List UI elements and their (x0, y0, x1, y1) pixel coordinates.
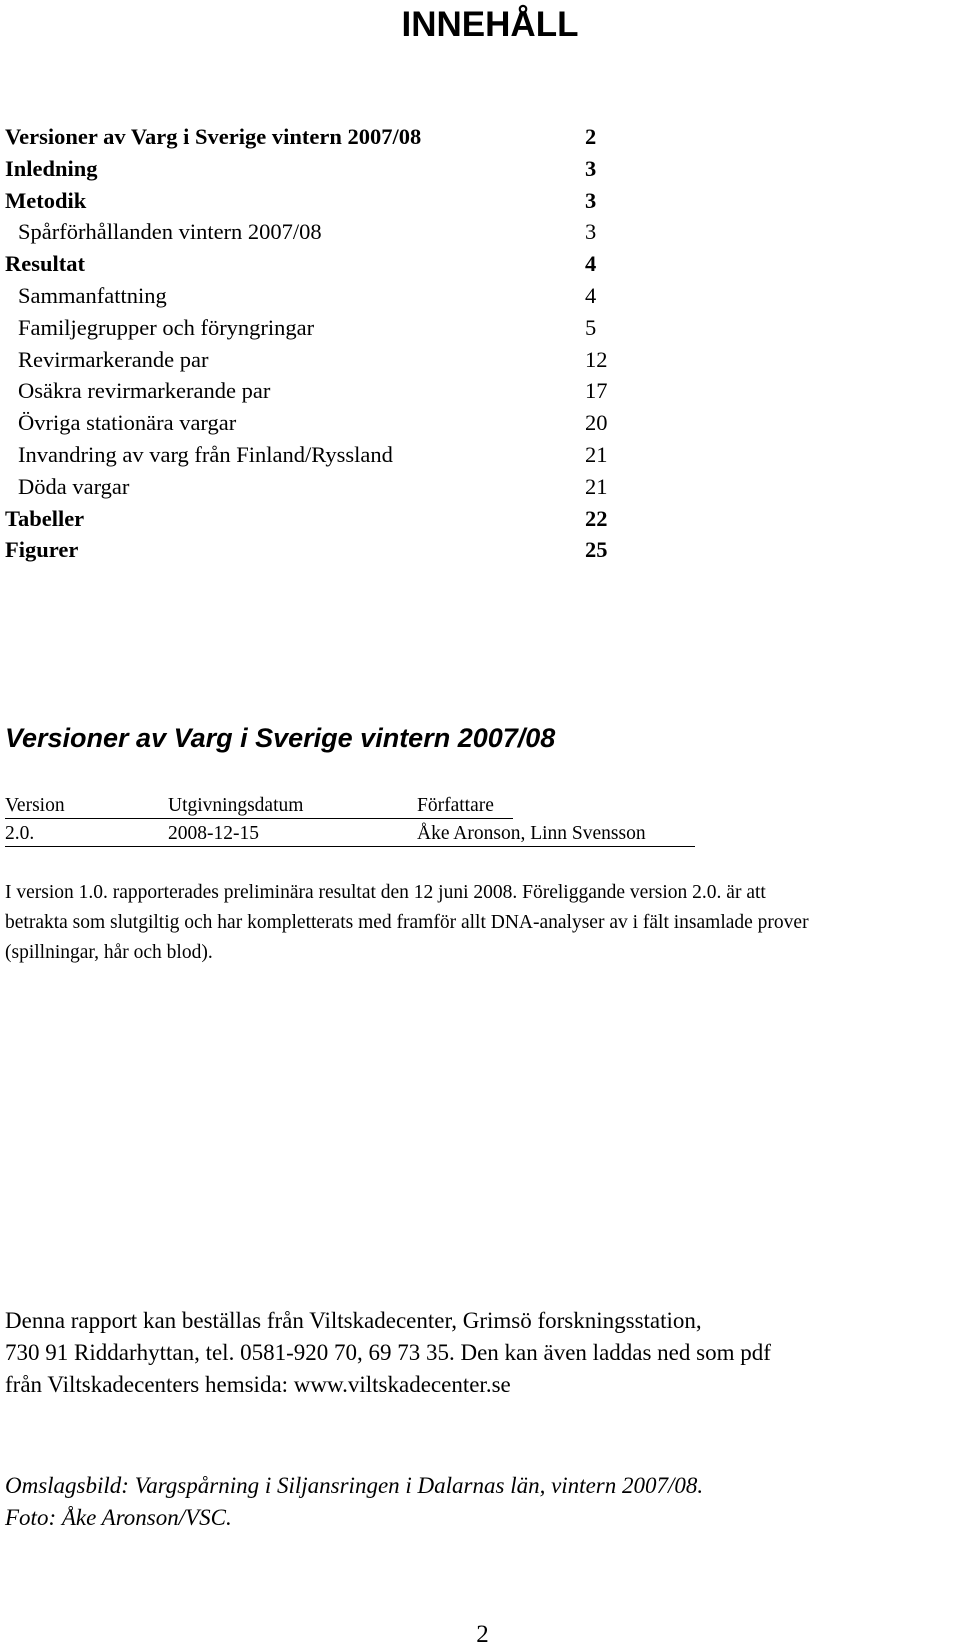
toc-entry-page: 12 (585, 346, 608, 372)
table-of-contents (5, 121, 625, 566)
toc-entry-label: Revirmarkerande par (18, 346, 209, 372)
toc-entry-label: Resultat (5, 251, 85, 277)
toc-entry-page: 3 (585, 187, 597, 213)
toc-subentry (5, 471, 625, 503)
version-table-header (5, 793, 695, 821)
table-row (5, 821, 695, 849)
toc-entry-label: Osäkra revirmarkerande par (18, 378, 271, 404)
toc-entry-page: 3 (585, 219, 597, 245)
version-note-line: I version 1.0. rapporterades preliminära resultat den 12 juni 2008. Föreliggande version 2.0. är att (5, 882, 766, 903)
toc-entry (5, 534, 625, 566)
header-version: Version (5, 795, 65, 816)
toc-entry-label: Familjegrupper och föryngringar (18, 314, 315, 340)
header-date: Utgivningsdatum (168, 795, 304, 816)
cover-caption (5, 1470, 955, 1534)
cell-date: 2008-12-15 (168, 823, 259, 844)
toc-subentry (5, 216, 625, 248)
order-info-line: från Viltskadecenters hemsida: www.viltskadecenter.se (5, 1372, 511, 1397)
toc-subentry (5, 375, 625, 407)
version-note (5, 878, 955, 968)
toc-entry-label: Sammanfattning (18, 282, 167, 308)
order-info-line: Denna rapport kan beställas från Viltskadecenter, Grimsö forskningsstation, (5, 1308, 702, 1333)
toc-subentry (5, 312, 625, 344)
toc-entry-page: 4 (585, 282, 597, 308)
toc-entry-label: Metodik (5, 187, 87, 213)
toc-entry-label: Övriga stationära vargar (18, 410, 237, 436)
version-note-line: betrakta som slutgiltig och har kompletterats med framför allt DNA-analyser av i fält insamlade prover (5, 912, 809, 933)
toc-subentry (5, 344, 625, 376)
toc-entry-page: 20 (585, 410, 608, 436)
page-title: INNEHÅLL (401, 5, 579, 44)
toc-entry-label: Invandring av varg från Finland/Ryssland (18, 441, 393, 467)
toc-entry-label: Versioner av Varg i Sverige vintern 2007/08 (5, 124, 422, 149)
header-author: Författare (417, 795, 494, 816)
toc-subentry (5, 407, 625, 439)
toc-entry (5, 185, 625, 217)
toc-entry-page: 17 (585, 378, 608, 404)
toc-entry (5, 503, 625, 535)
version-table (5, 793, 695, 849)
toc-entry-label: Inledning (5, 155, 98, 181)
order-info-line: 730 91 Riddarhyttan, tel. 0581-920 70, 69 73 35. Den kan även laddas ned som pdf (5, 1340, 771, 1365)
toc-entry (5, 121, 625, 153)
toc-subentry (5, 280, 625, 312)
page-number: 2 (476, 1621, 489, 1648)
toc-entry-page: 5 (585, 314, 597, 340)
toc-subentry (5, 439, 625, 471)
version-note-line: (spillningar, hår och blod). (5, 942, 213, 963)
cell-author: Åke Aronson, Linn Svensson (417, 823, 646, 844)
toc-entry-page: 4 (585, 251, 597, 277)
toc-entry-label: Spårförhållanden vintern 2007/08 (18, 219, 322, 245)
cell-version: 2.0. (5, 823, 35, 844)
toc-entry-label: Figurer (5, 537, 79, 563)
toc-entry-page: 2 (585, 124, 597, 149)
toc-entry-label: Tabeller (5, 505, 85, 531)
toc-entry-page: 22 (585, 505, 608, 531)
toc-entry-label: Döda vargar (18, 473, 130, 499)
section-heading: Versioner av Varg i Sverige vintern 2007/08 (5, 723, 556, 753)
toc-entry-page: 3 (585, 155, 597, 181)
row-underline (5, 846, 695, 847)
toc-entry (5, 153, 625, 185)
toc-entry-page: 25 (585, 537, 608, 563)
toc-entry-page: 21 (585, 441, 608, 467)
cover-caption-line: Omslagsbild: Vargspårning i Siljansringen i Dalarnas län, vintern 2007/08. (5, 1473, 704, 1498)
order-info (5, 1305, 955, 1401)
toc-entry (5, 248, 625, 280)
header-underline (5, 818, 513, 819)
cover-caption-line: Foto: Åke Aronson/VSC. (5, 1505, 232, 1530)
toc-entry-page: 21 (585, 473, 608, 499)
